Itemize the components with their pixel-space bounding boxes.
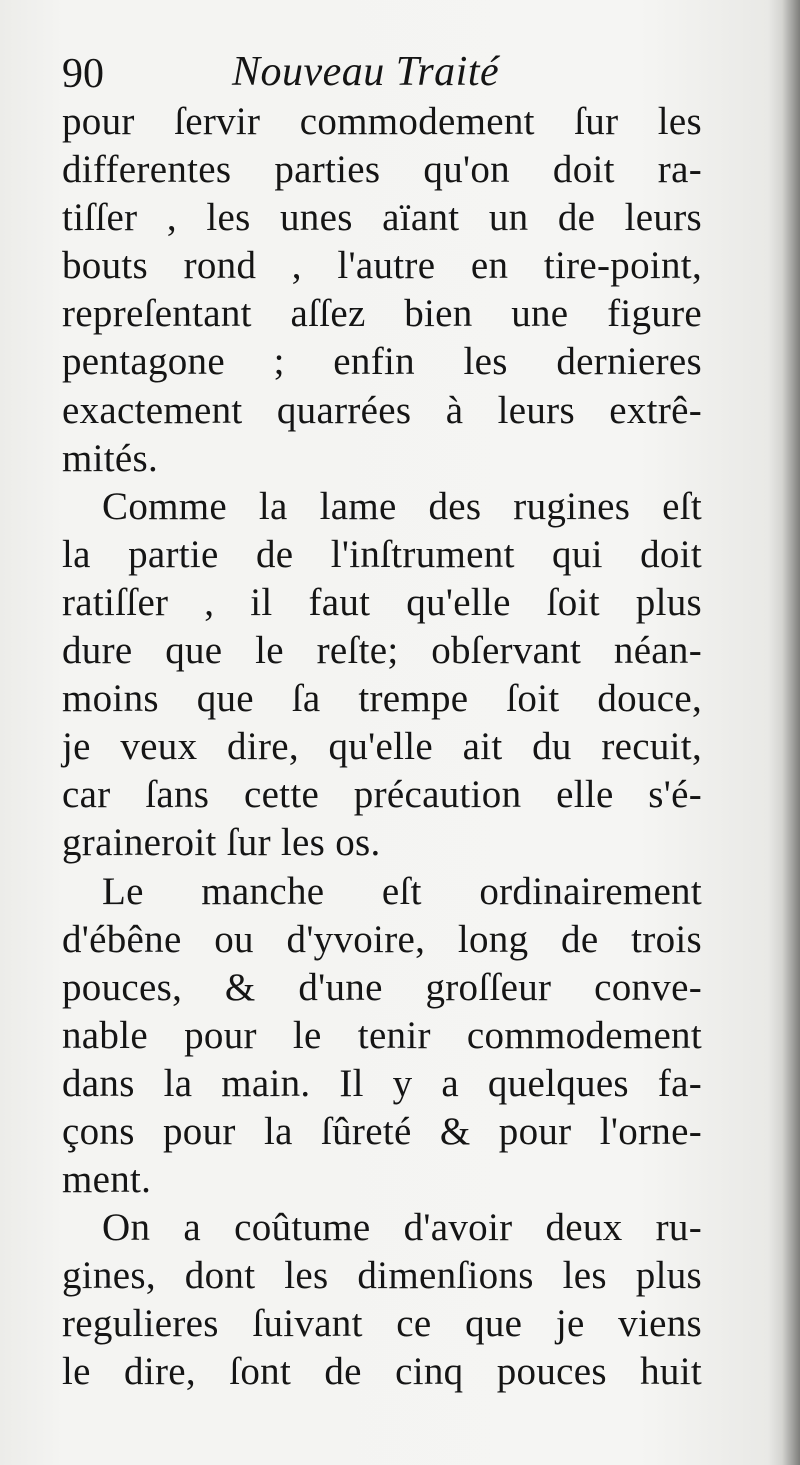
text-line: le dire, ſont de cinq pouces huit [62, 1350, 702, 1394]
text-line: pentagone ; enfin les dernieres [62, 340, 702, 384]
text-line: bouts rond , l'autre en tire-point, [62, 244, 702, 288]
text-line: regulieres ſuivant ce que je viens [62, 1302, 702, 1346]
text-line: je veux dire, qu'elle ait du recuit, [62, 725, 702, 769]
text-line: d'ébêne ou d'yvoire, long de trois [62, 917, 702, 961]
running-title: Nouveau Traité [232, 49, 500, 95]
text-line: graineroit ſur les os. [62, 821, 381, 865]
text-line: On a coûtume d'avoir deux ru- [102, 1206, 702, 1250]
body-text [62, 98, 702, 1397]
text-line: exactement quarrées à leurs extrê- [62, 388, 702, 432]
text-line: gines, dont les dimenſions les plus [62, 1254, 702, 1298]
page-number: 90 [62, 51, 104, 97]
text-line: dans la main. Il y a quelques fa- [62, 1061, 702, 1105]
text-line: pouces, & d'une groſſeur conve- [62, 965, 702, 1009]
text-line: repreſentant aſſez bien une figure [62, 292, 702, 336]
text-line: ratiſſer , il faut qu'elle ſoit plus [62, 580, 702, 624]
text-line: dure que le reſte; obſervant néan- [62, 629, 702, 673]
text-line: çons pour la ſûreté & pour l'orne- [62, 1109, 702, 1153]
page-edge-shadow [782, 0, 800, 1465]
text-line: moins que ſa trempe ſoit douce, [62, 677, 702, 721]
text-line: Le manche eſt ordinairement [102, 869, 702, 913]
text-line: car ſans cette précaution elle s'é- [62, 773, 702, 817]
text-line: mités. [62, 436, 159, 480]
text-line: Comme la lame des rugines eſt [102, 484, 702, 528]
text-line: pour ſervir commodement ſur les [62, 100, 702, 143]
page-header [62, 48, 742, 100]
text-line: la partie de l'inſtrument qui doit [62, 532, 702, 576]
text-line: ment. [62, 1158, 152, 1202]
text-line: tiſſer , les unes aïant un de leurs [62, 196, 702, 240]
text-line: nable pour le tenir commodement [62, 1013, 702, 1057]
text-line: differentes parties qu'on doit ra- [62, 148, 702, 192]
